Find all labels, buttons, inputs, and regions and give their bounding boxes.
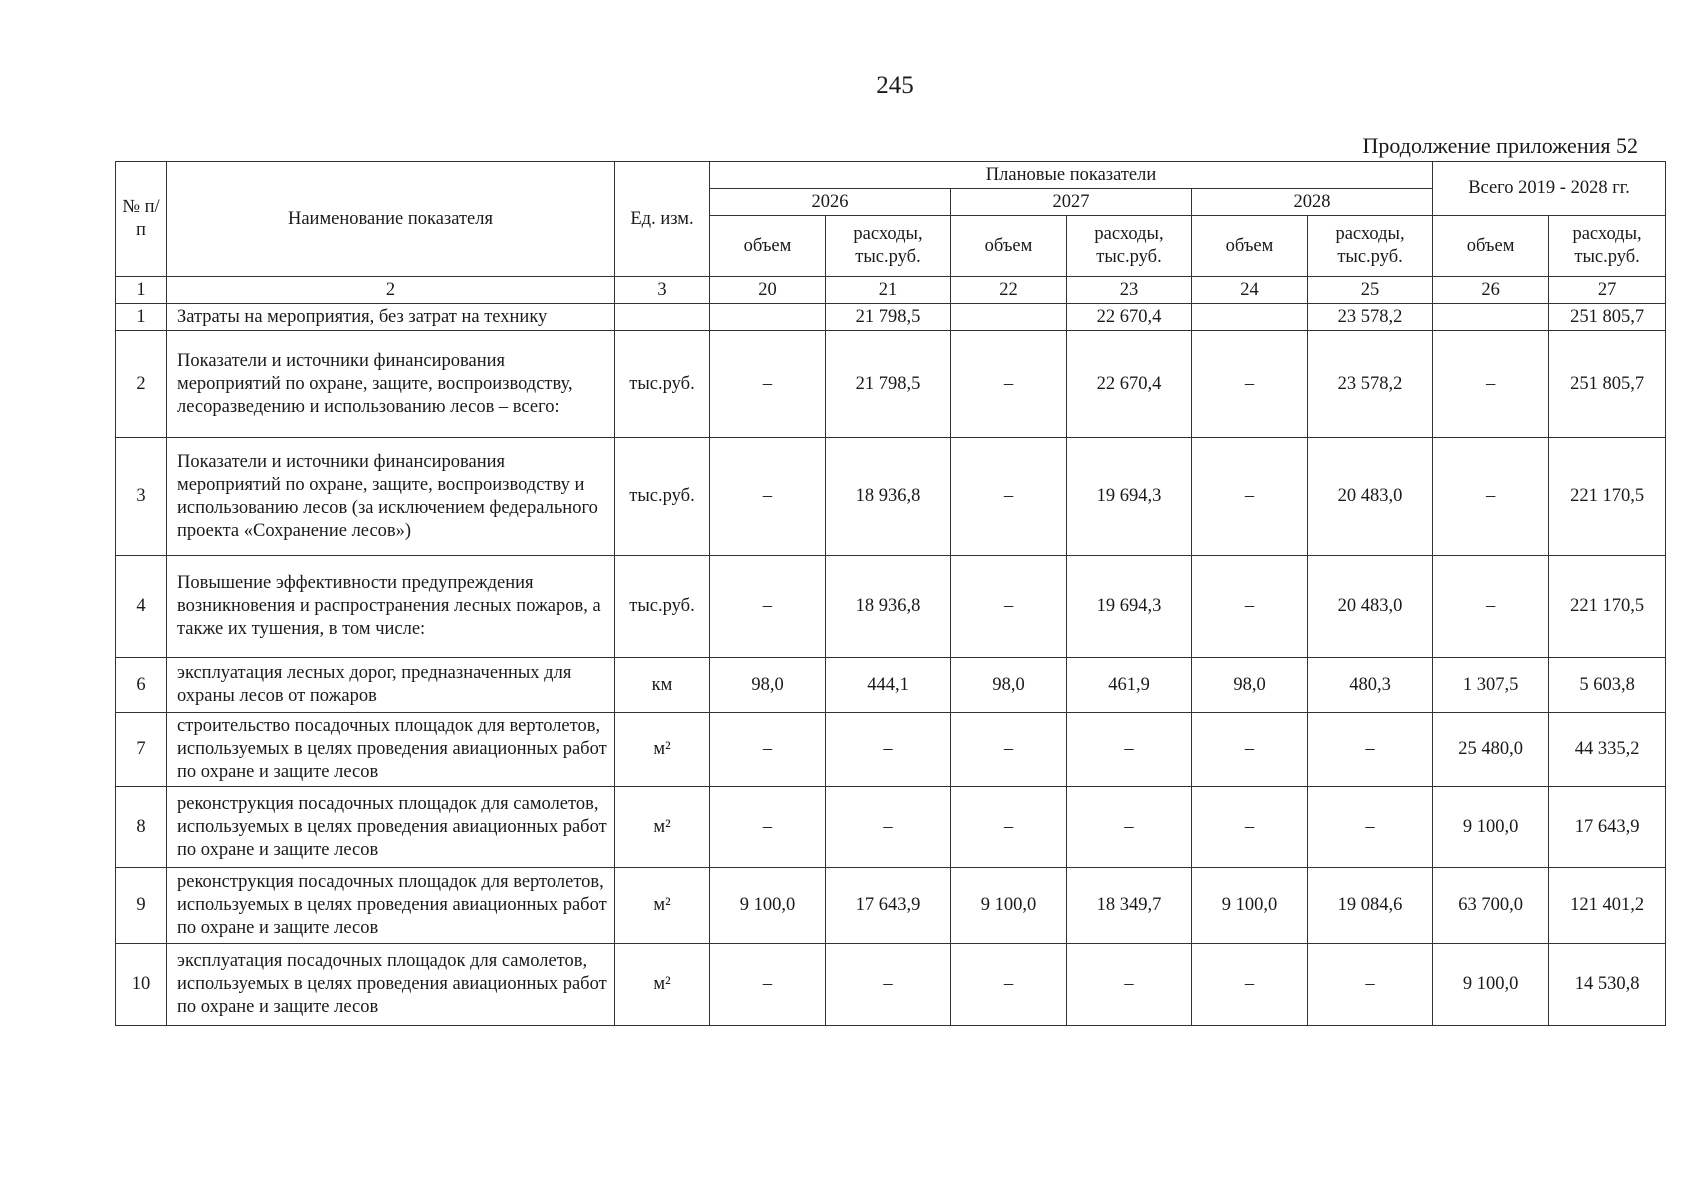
cell-volume-total: 9 100,0 [1433, 944, 1549, 1026]
cell-volume-total [1433, 304, 1549, 331]
cell-volume-2027: – [951, 787, 1067, 868]
row-unit: тыс.руб. [615, 438, 710, 556]
row-num: 1 [116, 304, 167, 331]
index-cell: 2 [167, 277, 615, 304]
index-cell: 21 [826, 277, 951, 304]
table-row [116, 304, 1666, 331]
header-year: 2027 [951, 189, 1192, 216]
cell-volume-2027: – [951, 331, 1067, 438]
row-unit: м² [615, 713, 710, 787]
table-row [116, 713, 1666, 787]
row-num: 6 [116, 658, 167, 713]
table-row [116, 331, 1666, 438]
cell-volume-2027 [951, 304, 1067, 331]
cell-volume-2027: – [951, 438, 1067, 556]
header-num: № п/п [116, 162, 167, 277]
cell-volume-2028: – [1192, 556, 1308, 658]
table-row [116, 944, 1666, 1026]
cell-volume-2028 [1192, 304, 1308, 331]
cell-expenses-2028: 23 578,2 [1308, 331, 1433, 438]
cell-expenses-total: 221 170,5 [1549, 438, 1666, 556]
row-unit: км [615, 658, 710, 713]
cell-volume-2026: – [710, 787, 826, 868]
row-name: эксплуатация лесных дорог, предназначенных для охраны лесов от пожаров [167, 658, 615, 713]
cell-expenses-2026: – [826, 787, 951, 868]
cell-expenses-2027: – [1067, 787, 1192, 868]
cell-expenses-total: 14 530,8 [1549, 944, 1666, 1026]
cell-volume-2028: – [1192, 787, 1308, 868]
index-cell: 22 [951, 277, 1067, 304]
header-year: 2028 [1192, 189, 1433, 216]
cell-volume-2027: – [951, 713, 1067, 787]
cell-expenses-2026: 444,1 [826, 658, 951, 713]
cell-volume-total: – [1433, 556, 1549, 658]
header-planned: Плановые показатели [710, 162, 1433, 189]
row-num: 2 [116, 331, 167, 438]
row-name: Показатели и источники финансирования мероприятий по охране, защите, воспроизводству и использованию лесов (за исключением федерального проекта «Сохранение лесов») [167, 438, 615, 556]
row-unit: м² [615, 944, 710, 1026]
header-volume: объем [1433, 216, 1549, 277]
header-total: Всего 2019 - 2028 гг. [1433, 162, 1666, 216]
cell-volume-2028: 9 100,0 [1192, 868, 1308, 944]
table-row [116, 787, 1666, 868]
cell-expenses-2027: 461,9 [1067, 658, 1192, 713]
row-unit: тыс.руб. [615, 556, 710, 658]
index-cell: 26 [1433, 277, 1549, 304]
cell-volume-2026: – [710, 438, 826, 556]
cell-volume-2028: 98,0 [1192, 658, 1308, 713]
row-name: Повышение эффективности предупреждения возникновения и распространения лесных пожаров, а также их тушения, в том числе: [167, 556, 615, 658]
cell-expenses-2027: 18 349,7 [1067, 868, 1192, 944]
row-name: реконструкция посадочных площадок для самолетов, используемых в целях проведения авиационных работ по охране и защите лесов [167, 787, 615, 868]
header-expenses: расходы, тыс.руб. [1549, 216, 1666, 277]
cell-expenses-2027: – [1067, 713, 1192, 787]
row-unit: м² [615, 787, 710, 868]
header-volume: объем [951, 216, 1067, 277]
cell-expenses-2026: 21 798,5 [826, 331, 951, 438]
cell-expenses-2027: 22 670,4 [1067, 331, 1192, 438]
cell-expenses-total: 251 805,7 [1549, 304, 1666, 331]
header-expenses: расходы, тыс.руб. [1067, 216, 1192, 277]
cell-expenses-2028: 20 483,0 [1308, 556, 1433, 658]
header-volume: объем [710, 216, 826, 277]
cell-expenses-total: 44 335,2 [1549, 713, 1666, 787]
row-unit: тыс.руб. [615, 331, 710, 438]
continuation-label: Продолжение приложения 52 [1362, 133, 1638, 158]
cell-volume-total: – [1433, 331, 1549, 438]
cell-expenses-2028: – [1308, 713, 1433, 787]
cell-expenses-total: 251 805,7 [1549, 331, 1666, 438]
cell-expenses-total: 5 603,8 [1549, 658, 1666, 713]
header-expenses: расходы, тыс.руб. [1308, 216, 1433, 277]
row-num: 10 [116, 944, 167, 1026]
row-num: 7 [116, 713, 167, 787]
cell-volume-2026: – [710, 556, 826, 658]
page-number: 245 [876, 72, 914, 99]
cell-volume-2026: – [710, 944, 826, 1026]
index-cell: 27 [1549, 277, 1666, 304]
cell-expenses-2028: 19 084,6 [1308, 868, 1433, 944]
cell-volume-2027: 9 100,0 [951, 868, 1067, 944]
cell-volume-total: 63 700,0 [1433, 868, 1549, 944]
cell-expenses-2027: 19 694,3 [1067, 556, 1192, 658]
row-num: 8 [116, 787, 167, 868]
header-volume: объем [1192, 216, 1308, 277]
cell-volume-2026 [710, 304, 826, 331]
row-name: Показатели и источники финансирования мероприятий по охране, защите, воспроизводству, лесоразведению и использованию лесов – всего: [167, 331, 615, 438]
cell-expenses-total: 221 170,5 [1549, 556, 1666, 658]
row-num: 4 [116, 556, 167, 658]
row-num: 9 [116, 868, 167, 944]
cell-expenses-2026: 17 643,9 [826, 868, 951, 944]
cell-expenses-2026: – [826, 944, 951, 1026]
row-num: 3 [116, 438, 167, 556]
cell-expenses-2027: 22 670,4 [1067, 304, 1192, 331]
column-index-row [116, 277, 1666, 304]
cell-volume-total: 25 480,0 [1433, 713, 1549, 787]
cell-expenses-total: 17 643,9 [1549, 787, 1666, 868]
row-name: эксплуатация посадочных площадок для самолетов, используемых в целях проведения авиационных работ по охране и защите лесов [167, 944, 615, 1026]
table-row [116, 658, 1666, 713]
cell-volume-total: 9 100,0 [1433, 787, 1549, 868]
header-unit: Ед. изм. [615, 162, 710, 277]
cell-expenses-2027: – [1067, 944, 1192, 1026]
cell-expenses-total: 121 401,2 [1549, 868, 1666, 944]
index-cell: 24 [1192, 277, 1308, 304]
header-name: Наименование показателя [167, 162, 615, 277]
row-name: реконструкция посадочных площадок для вертолетов, используемых в целях проведения авиационных работ по охране и защите лесов [167, 868, 615, 944]
header-expenses: расходы, тыс.руб. [826, 216, 951, 277]
index-cell: 3 [615, 277, 710, 304]
cell-expenses-2028: – [1308, 944, 1433, 1026]
cell-volume-2028: – [1192, 713, 1308, 787]
cell-expenses-2028: 23 578,2 [1308, 304, 1433, 331]
row-unit [615, 304, 710, 331]
cell-volume-total: – [1433, 438, 1549, 556]
row-name: строительство посадочных площадок для вертолетов, используемых в целях проведения авиационных работ по охране и защите лесов [167, 713, 615, 787]
cell-expenses-2026: – [826, 713, 951, 787]
cell-volume-2028: – [1192, 331, 1308, 438]
cell-volume-2027: – [951, 944, 1067, 1026]
cell-expenses-2026: 18 936,8 [826, 438, 951, 556]
cell-volume-2028: – [1192, 438, 1308, 556]
cell-expenses-2028: – [1308, 787, 1433, 868]
cell-volume-total: 1 307,5 [1433, 658, 1549, 713]
cell-expenses-2027: 19 694,3 [1067, 438, 1192, 556]
indicators-table [115, 161, 1666, 1026]
cell-volume-2026: 9 100,0 [710, 868, 826, 944]
cell-expenses-2028: 480,3 [1308, 658, 1433, 713]
cell-expenses-2026: 21 798,5 [826, 304, 951, 331]
cell-volume-2028: – [1192, 944, 1308, 1026]
cell-expenses-2028: 20 483,0 [1308, 438, 1433, 556]
cell-volume-2027: – [951, 556, 1067, 658]
cell-volume-2027: 98,0 [951, 658, 1067, 713]
cell-volume-2026: – [710, 331, 826, 438]
index-cell: 25 [1308, 277, 1433, 304]
row-name: Затраты на мероприятия, без затрат на технику [167, 304, 615, 331]
cell-volume-2026: – [710, 713, 826, 787]
cell-volume-2026: 98,0 [710, 658, 826, 713]
table-row [116, 868, 1666, 944]
table-row [116, 438, 1666, 556]
index-cell: 20 [710, 277, 826, 304]
index-cell: 23 [1067, 277, 1192, 304]
row-unit: м² [615, 868, 710, 944]
header-year: 2026 [710, 189, 951, 216]
cell-expenses-2026: 18 936,8 [826, 556, 951, 658]
index-cell: 1 [116, 277, 167, 304]
table-row [116, 556, 1666, 658]
